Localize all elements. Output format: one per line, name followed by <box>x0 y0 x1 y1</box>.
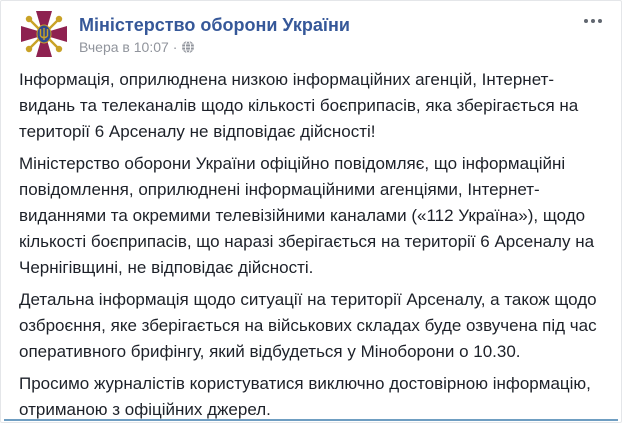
globe-icon <box>181 40 195 54</box>
post-timestamp[interactable]: Вчера в 10:07 <box>79 39 169 55</box>
meta-separator: · <box>172 39 178 55</box>
more-options-icon <box>584 19 588 23</box>
ministry-emblem-icon <box>19 9 69 59</box>
post-paragraph: Міністерство оборони України офіційно повідомляє, що інформаційні повідомлення, оприлюднені інформаційними агенціями, Інтернет-виданнями та окремими телевізійними каналами («112 Україна»), щодо кількості боєприпасів, що наразі зберігається на території 6 Арсеналу на Чернігівщині, не відповідає дійсності. <box>19 154 595 277</box>
post-paragraph: Інформація, оприлюднена низкою інформаційних агенцій, Інтернет-видань та телеканалів щодо кількості боєприпасів, яка зберігається на території 6 Арсеналу не відповідає дійсності! <box>19 70 579 141</box>
attachment-image-top-edge <box>4 419 618 421</box>
post-paragraph: Детальна інформація щодо ситуації на території Арсеналу, а також щодо озброєння, яке зберігається на військових складах буде озвучена під час оперативного брифінгу, який відбудеться у Міноборони о 10.30. <box>19 290 597 361</box>
header-text <box>79 9 350 56</box>
post-meta <box>79 38 350 56</box>
post-body <box>1 59 621 423</box>
more-options-button[interactable] <box>579 11 607 31</box>
post-paragraph: Просимо журналістів користуватися виключно достовірною інформацію, отриманою з офіційних джерел. <box>19 374 591 419</box>
post-header <box>1 1 621 59</box>
page-avatar[interactable] <box>19 9 69 59</box>
page-name-link[interactable]: Міністерство оборони України <box>79 15 350 35</box>
